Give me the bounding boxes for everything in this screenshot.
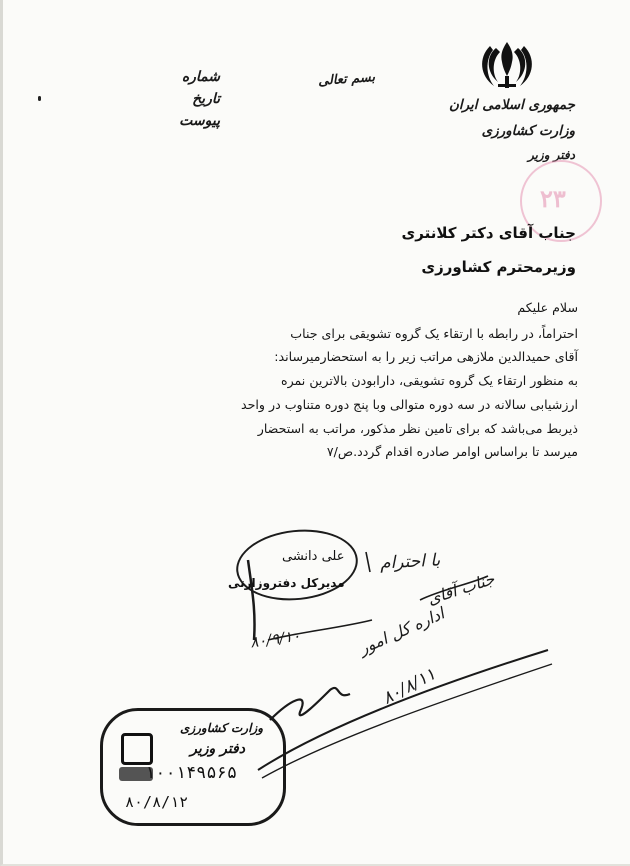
body-line: آقای حمیدالدین ملازهی مراتب زیر را به استحضارمیرساند:: [274, 349, 578, 365]
handwritten-note: اداره کل امور: [356, 603, 448, 659]
body-line: ارزشیابی سالانه در سه دوره متوالی وبا پنج دوره متناوب در واحد: [241, 396, 578, 412]
letterhead-office: دفتر وزیر: [527, 148, 575, 162]
addressee: [276, 216, 576, 284]
attachment-label: پیوست: [179, 113, 220, 129]
margin-mark-text: ۲۳: [540, 184, 566, 213]
office-stamp: [100, 708, 286, 826]
body-line: احتراماً، در رابطه با ارتقاء یک گروه تشویقی برای جناب: [290, 325, 578, 341]
date-label: تاریخ: [192, 91, 220, 107]
signatory-title: مدیرکل دفتروزارتی: [228, 576, 345, 590]
handwritten-note: با احترام: [379, 550, 441, 574]
stamp-number: ۱۰۰۱۴۹۵۶۵: [145, 763, 238, 783]
addressee-name: جناب آقای دکتر کلانتری: [401, 224, 576, 242]
body-line: به منظور ارتقاء یک گروه تشویقی، دارابودن بالاترین نمره: [280, 373, 578, 389]
side-note: بسم تعالی: [317, 70, 376, 89]
handwritten-date: ۸۰/۹/۱۰: [248, 626, 302, 652]
signatory-name: علی دانشی: [282, 549, 345, 564]
letterhead-ministry: وزارت کشاورزی: [481, 123, 575, 139]
addressee-title: وزیرمحترم کشاورزی: [421, 258, 576, 276]
iran-emblem-icon: [478, 38, 536, 90]
stamp-office: دفتر وزیر: [190, 741, 245, 757]
body-line: میرسد تا براساس اوامر صادره اقدام گردد.ص/۷: [326, 444, 578, 460]
margin-dot: [38, 96, 41, 101]
letter-body: [148, 296, 578, 464]
greeting: سلام علیکم: [517, 300, 578, 315]
stamp-emblem-box: [121, 733, 153, 765]
letter-meta: [150, 66, 220, 132]
handwritten-note: جناب آقای: [425, 569, 497, 609]
body-line: ذیربط می‌باشد که برای تامین نظر مذکور، مراتب به استحضار: [257, 420, 578, 436]
letterhead-country: جمهوری اسلامی ایران: [448, 97, 575, 113]
number-label: شماره: [181, 69, 220, 85]
handwritten-date: ۸۰/۸/۱۱: [379, 664, 440, 709]
letterhead: [445, 92, 575, 166]
stamp-date: ۸۰/۸/۱۲: [125, 793, 189, 811]
stamp-ministry: وزارت کشاورزی: [179, 721, 263, 735]
